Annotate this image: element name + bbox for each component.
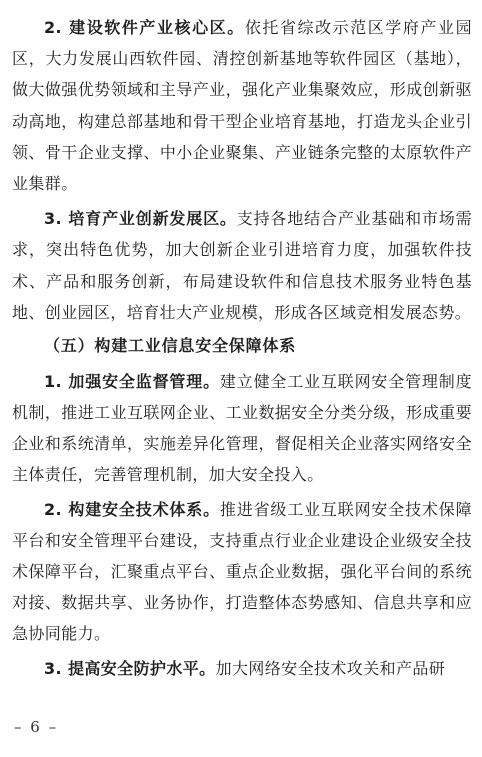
paragraph-security-protection xyxy=(12,653,472,686)
paragraph-text: 加大网络安全技术攻关和产品研 xyxy=(215,659,446,679)
paragraph-software-core-zone xyxy=(12,12,472,199)
paragraph-text: 支持各地结合产业基础和市场需求，突出特色优势，加大创新企业引进培育力度，加强软件技术、产品和服务创新，布局建设软件和信息技术服务业特色基地、创业园区，培育壮大产业规模，形成各区域竞相发展态势。 xyxy=(12,209,473,322)
paragraph-lead: 3. 培育产业创新发展区。 xyxy=(44,209,237,229)
paragraph-lead: 2. 构建安全技术体系。 xyxy=(44,500,220,520)
section-heading: （五）构建工业信息安全保障体系 xyxy=(44,336,297,356)
paragraph-innovation-zone xyxy=(12,203,472,328)
paragraph-security-supervision xyxy=(12,366,472,490)
document-page xyxy=(12,12,472,689)
paragraph-text: 依托省综改示范区学府产业园区，大力发展山西软件园、清控创新基地等软件园区（基地），做大做强优势领域和主导产业，强化产业集聚效应，形成创新驱动高地，构建总部基地和骨干型企业培育基地，打造龙头企业引领、骨干企业支撑、中小企业聚集、产业链条完整的太原软件产业集群。 xyxy=(12,18,473,194)
paragraph-lead: 3. 提高安全防护水平。 xyxy=(44,659,216,679)
paragraph-text: 推进省级工业互联网安全技术保障平台和安全管理平台建设，支持重点行业企业建设企业级安全技术保障平台，汇聚重点平台、重点企业数据，强化平台间的系统对接、数据共享、业务协作，打造整体态势感知、信息共享和应急协同能力。 xyxy=(12,500,472,644)
page-number: – 6 – xyxy=(14,718,59,736)
paragraph-lead: 1. 加强安全监督管理。 xyxy=(44,372,220,392)
paragraph-security-tech-system xyxy=(12,494,472,649)
paragraph-text: 建立健全工业互联网安全管理制度机制，推进工业互联网企业、工业数据安全分类分级，形成重要企业和系统清单，实施差异化管理，督促相关企业落实网络安全主体责任，完善管理机制，加大安全投入。 xyxy=(12,372,472,485)
paragraph-lead: 2. 建设软件产业核心区。 xyxy=(44,18,245,37)
